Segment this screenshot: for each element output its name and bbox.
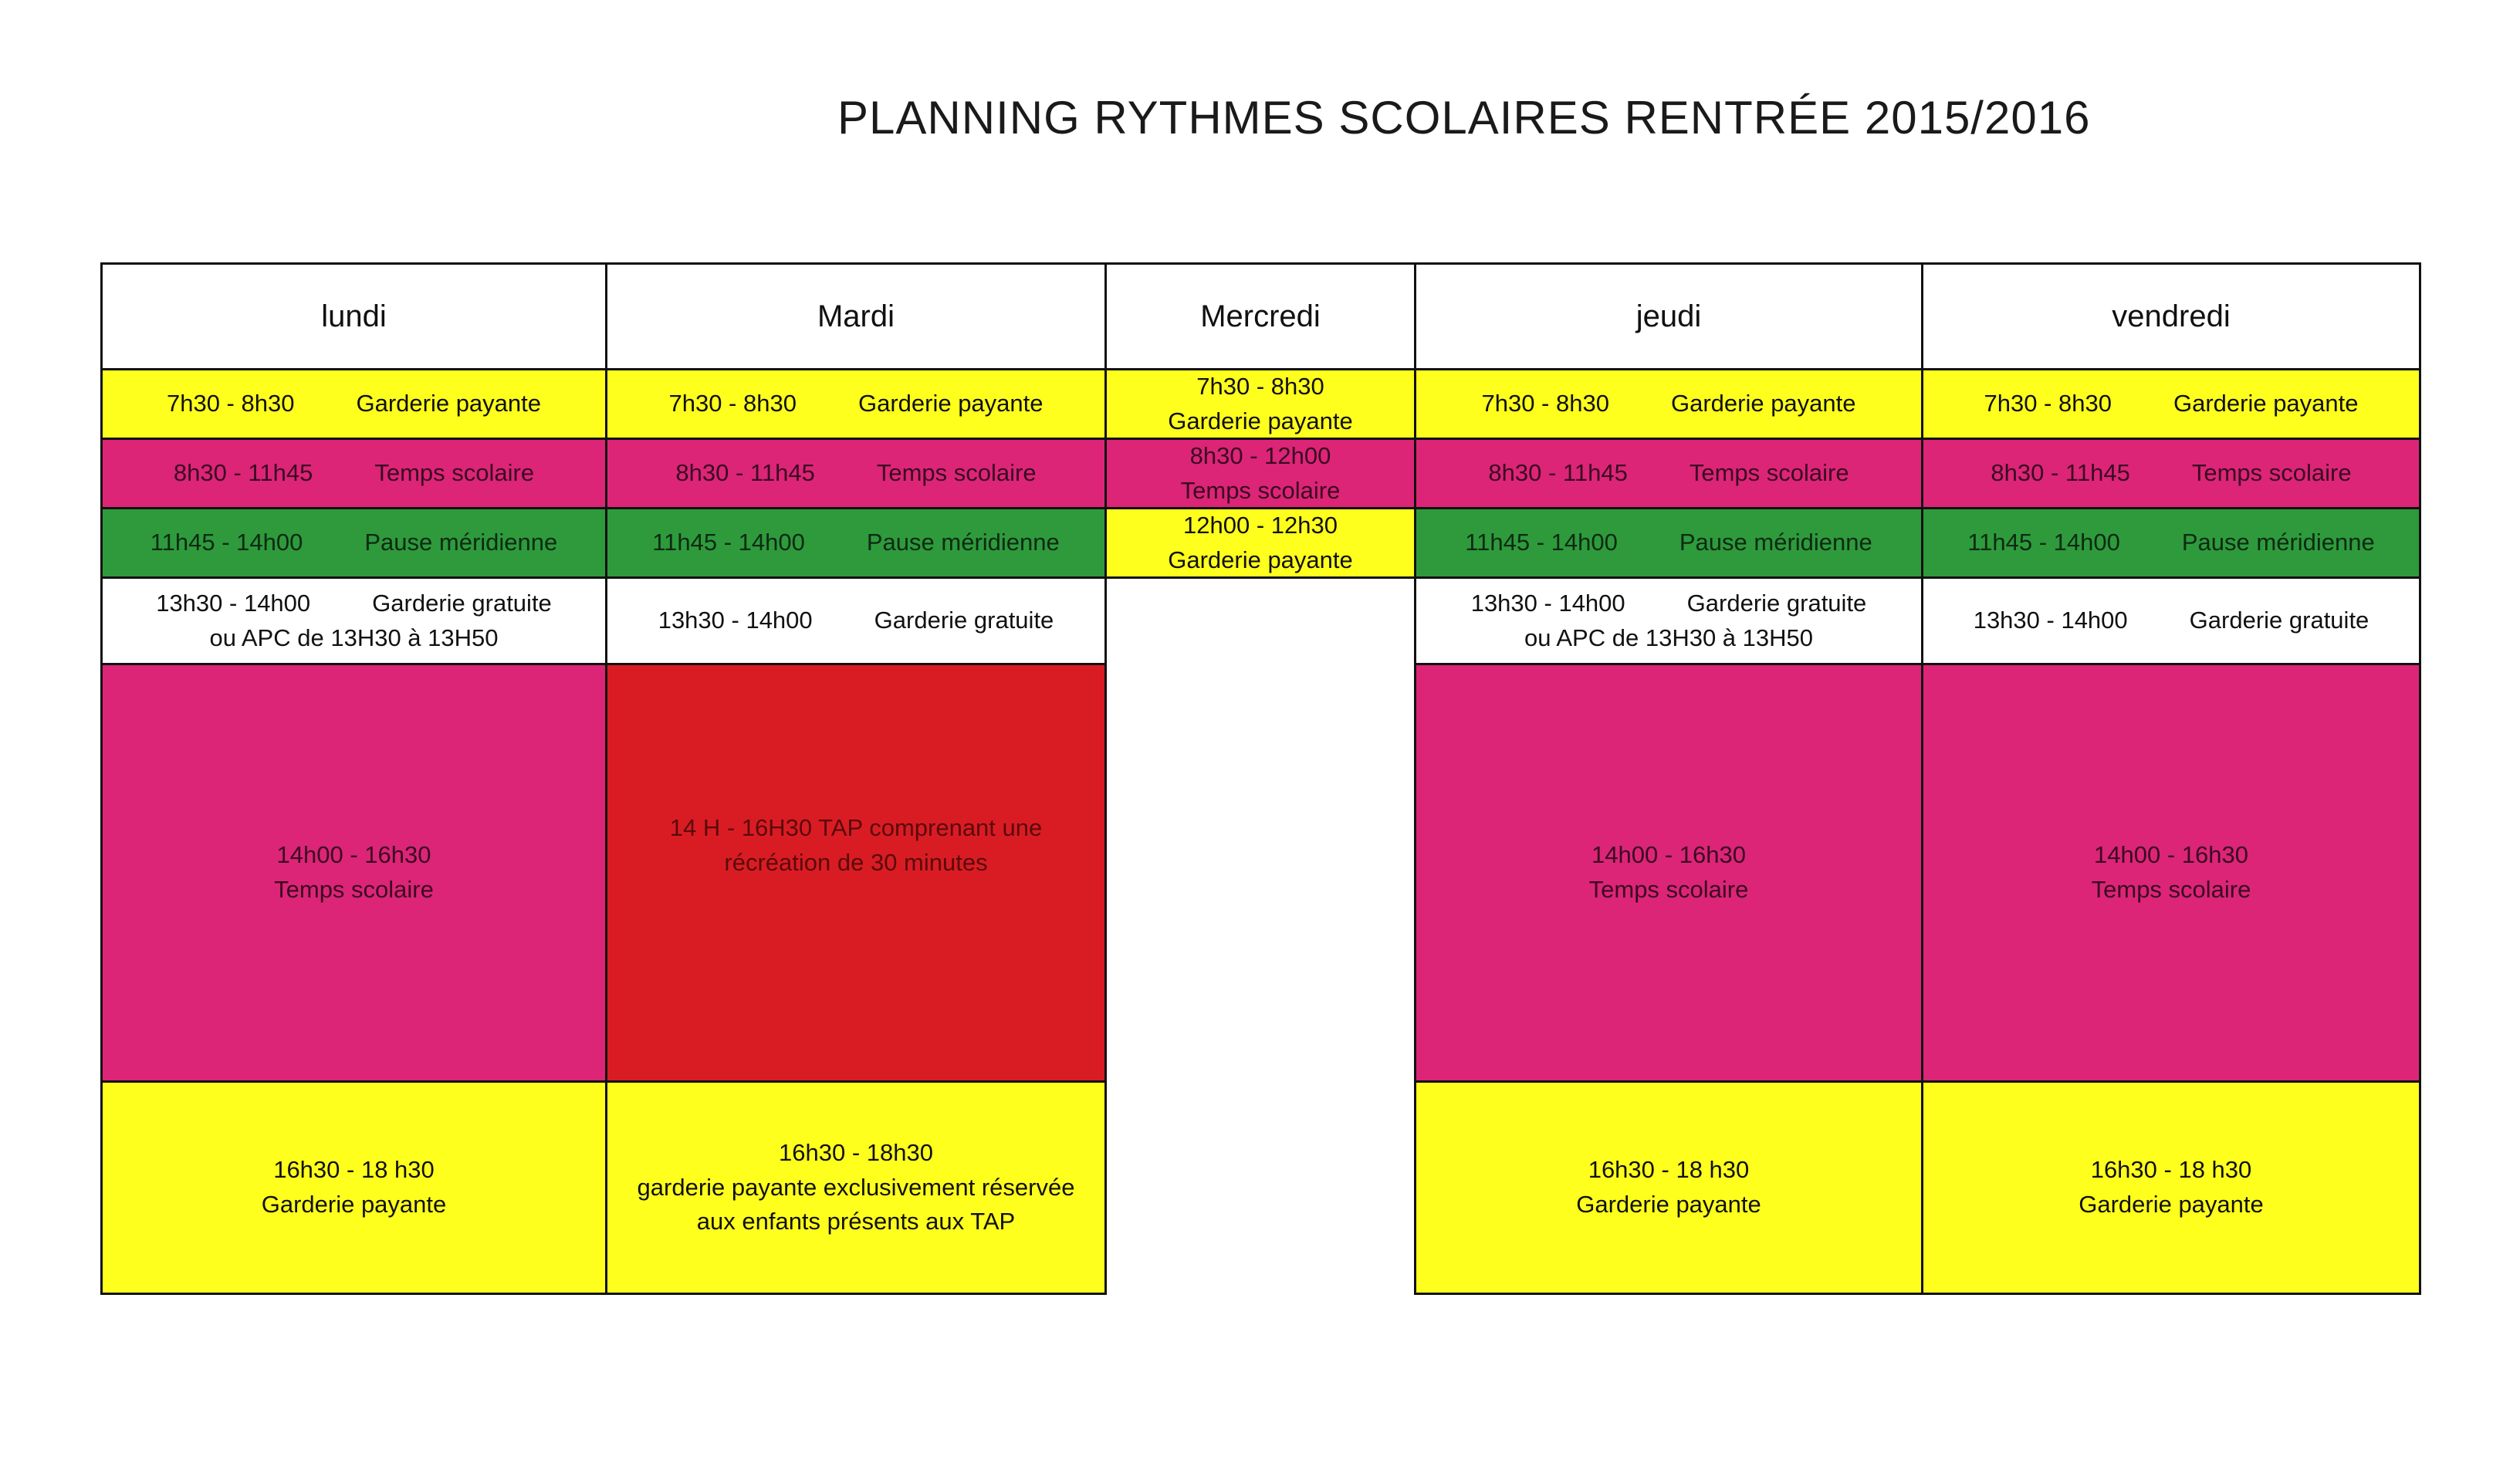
slot-label: Pause méridienne [1679, 529, 1872, 556]
time-range: 13h30 - 14h00 [156, 589, 311, 617]
lundi-temps-scolaire-apres-midi [100, 663, 607, 1083]
slot-label: Garderie payante [356, 390, 542, 417]
slot-label: garderie payante exclusivement réservée [637, 1173, 1075, 1201]
jeudi-garderie-gratuite [1414, 576, 1923, 665]
day-label: lundi [321, 299, 387, 333]
time-range: 8h30 - 11h45 [1991, 459, 2130, 487]
vendredi-temps-scolaire-apres-midi [1921, 663, 2421, 1083]
header-mercredi [1104, 262, 1416, 370]
tap-line: récréation de 30 minutes [724, 849, 988, 876]
time-range: 11h45 - 14h00 [1465, 529, 1618, 556]
mercredi-garderie-midi [1104, 507, 1416, 579]
time-range: 8h30 - 11h45 [675, 459, 815, 487]
slot-note: aux enfants présents aux TAP [696, 1208, 1016, 1235]
time-range: 7h30 - 8h30 [1481, 390, 1609, 417]
vendredi-pause-meridienne [1921, 507, 2421, 579]
slot-label: Garderie gratuite [874, 607, 1054, 634]
page-title: PLANNING RYTHMES SCOLAIRES RENTRÉE 2015/2016 [837, 92, 2091, 144]
time-range: 7h30 - 8h30 [668, 390, 797, 417]
lundi-temps-scolaire-matin [100, 438, 607, 509]
lundi-pause-meridienne [100, 507, 607, 579]
header-lundi [100, 262, 607, 370]
mardi-pause-meridienne [605, 507, 1107, 579]
day-label: vendredi [2112, 299, 2231, 333]
slot-label: Temps scolaire [1689, 459, 1849, 487]
jeudi-temps-scolaire-matin [1414, 438, 1923, 509]
day-label: Mercredi [1200, 299, 1321, 333]
time-range: 8h30 - 12h00 [1189, 441, 1331, 469]
vendredi-garderie-soir [1921, 1080, 2421, 1295]
jeudi-pause-meridienne [1414, 507, 1923, 579]
slot-note: ou APC de 13H30 à 13H50 [209, 624, 499, 651]
time-range: 16h30 - 18 h30 [2090, 1156, 2252, 1184]
time-range: 8h30 - 11h45 [1488, 459, 1628, 487]
lundi-garderie-matin [100, 368, 607, 440]
jeudi-garderie-soir [1414, 1080, 1923, 1295]
mardi-garderie-soir [605, 1080, 1107, 1295]
slot-label: Garderie payante [1168, 407, 1353, 434]
tap-line: 14 H - 16H30 TAP comprenant une [669, 814, 1043, 842]
time-range: 7h30 - 8h30 [1196, 372, 1324, 400]
lundi-garderie-soir [100, 1080, 607, 1295]
mardi-garderie-matin [605, 368, 1107, 440]
jeudi-temps-scolaire-apres-midi [1414, 663, 1923, 1083]
slot-label: Garderie payante [1576, 1191, 1761, 1218]
time-range: 12h00 - 12h30 [1183, 511, 1338, 539]
mardi-garderie-gratuite [605, 576, 1107, 665]
time-range: 7h30 - 8h30 [1984, 390, 2112, 417]
time-range: 14h00 - 16h30 [2094, 841, 2248, 869]
mercredi-garderie-matin [1104, 368, 1416, 440]
slot-label: Garderie payante [1168, 546, 1353, 573]
slot-note: ou APC de 13H30 à 13H50 [1524, 624, 1813, 651]
jeudi-garderie-matin [1414, 368, 1923, 440]
time-range: 14h00 - 16h30 [1591, 841, 1746, 869]
time-range: 8h30 - 11h45 [173, 459, 313, 487]
mardi-temps-scolaire-matin [605, 438, 1107, 509]
time-range: 14h00 - 16h30 [276, 841, 431, 869]
slot-label: Temps scolaire [2091, 876, 2251, 903]
vendredi-garderie-gratuite [1921, 576, 2421, 665]
slot-label: Garderie payante [261, 1191, 447, 1218]
time-range: 7h30 - 8h30 [166, 390, 295, 417]
lundi-garderie-gratuite [100, 576, 607, 665]
slot-label: Temps scolaire [1180, 476, 1341, 504]
slot-label: Pause méridienne [866, 529, 1060, 556]
time-range: 16h30 - 18 h30 [273, 1156, 435, 1184]
slot-label: Garderie gratuite [1686, 589, 1867, 617]
vendredi-temps-scolaire-matin [1921, 438, 2421, 509]
day-label: Mardi [817, 299, 895, 333]
slot-label: Temps scolaire [374, 459, 535, 487]
header-jeudi [1414, 262, 1923, 370]
time-range: 11h45 - 14h00 [1967, 529, 2120, 556]
slot-label: Temps scolaire [876, 459, 1037, 487]
slot-label: Temps scolaire [274, 876, 434, 903]
slot-label: Garderie payante [2079, 1191, 2264, 1218]
mercredi-temps-scolaire-matin [1104, 438, 1416, 509]
slot-label: Garderie payante [1670, 390, 1856, 417]
header-vendredi [1921, 262, 2421, 370]
time-range: 13h30 - 14h00 [1470, 589, 1625, 617]
slot-label: Pause méridienne [2181, 529, 2375, 556]
time-range: 13h30 - 14h00 [658, 607, 813, 634]
mardi-tap [605, 663, 1107, 1083]
slot-label: Pause méridienne [364, 529, 558, 556]
slot-label: Temps scolaire [1588, 876, 1749, 903]
vendredi-garderie-matin [1921, 368, 2421, 440]
time-range: 11h45 - 14h00 [150, 529, 303, 556]
day-label: jeudi [1635, 299, 1702, 333]
slot-label: Garderie payante [857, 390, 1044, 417]
time-range: 16h30 - 18 h30 [1588, 1156, 1750, 1184]
time-range: 11h45 - 14h00 [652, 529, 805, 556]
time-range: 13h30 - 14h00 [1973, 607, 2128, 634]
time-range: 16h30 - 18h30 [779, 1138, 933, 1166]
slot-label: Garderie gratuite [372, 589, 552, 617]
slot-label: Temps scolaire [2191, 459, 2352, 487]
slot-label: Garderie payante [2173, 390, 2359, 417]
header-mardi [605, 262, 1107, 370]
slot-label: Garderie gratuite [2189, 607, 2369, 634]
